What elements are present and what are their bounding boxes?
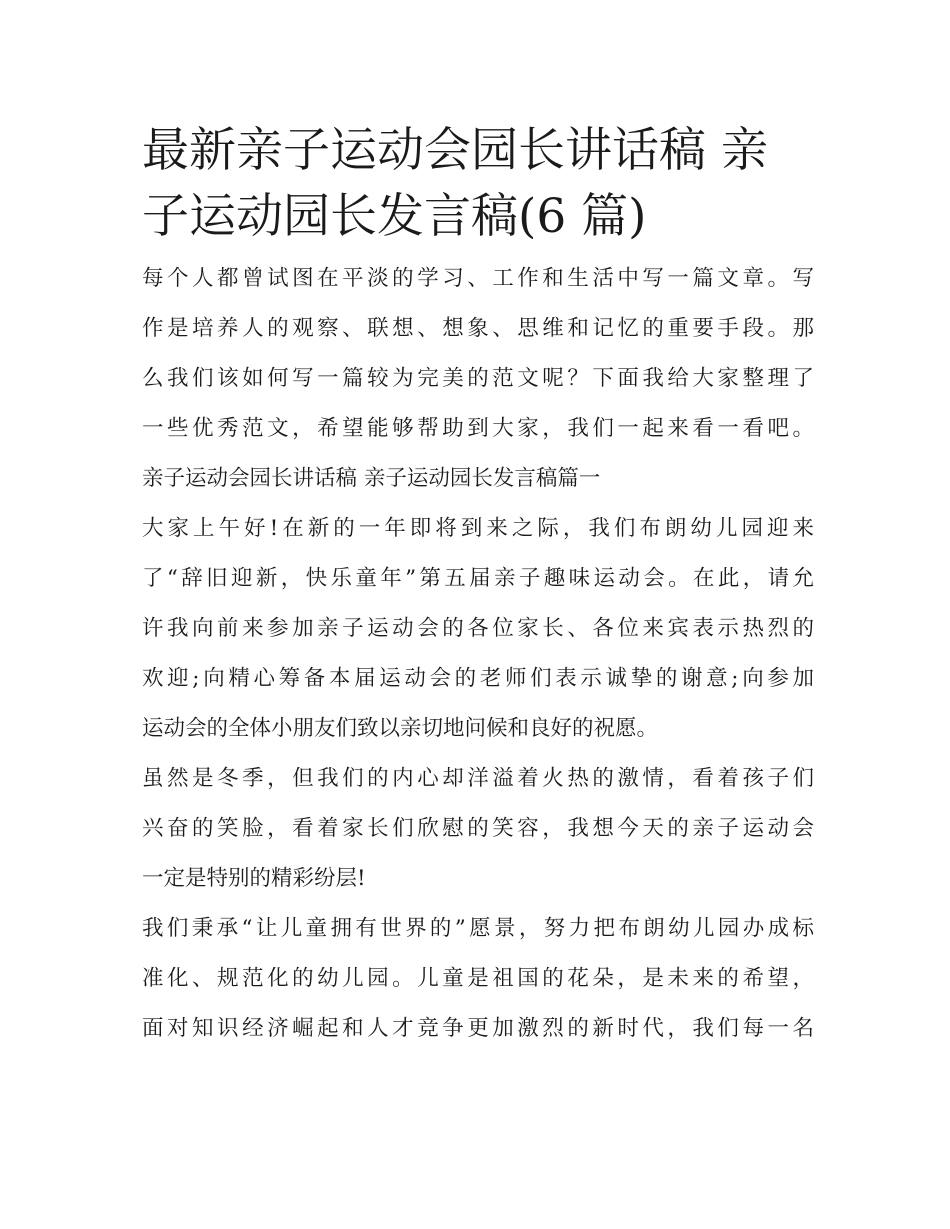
- title-line: 子运动园长发言稿(6 篇): [142, 189, 647, 244]
- text-line: 作是培养人的观察、联想、想象、思维和记忆的重要手段。那: [142, 316, 814, 341]
- text-line: 兴奋的笑脸，看着家长们欣慰的笑容，我想今天的亲子运动会: [142, 816, 814, 841]
- text-line: 准化、规范化的幼儿园。儿童是祖国的花朵，是未来的希望，: [142, 966, 814, 991]
- text-line: 许我向前来参加亲子运动会的各位家长、各位来宾表示热烈的: [142, 616, 814, 641]
- text-line: 大家上午好!在新的一年即将到来之际，我们布朗幼儿园迎来: [142, 516, 814, 541]
- text-line: 我们秉承“让儿童拥有世界的”愿景，努力把布朗幼儿园办成标: [142, 916, 814, 941]
- title-line: 最新亲子运动会园长讲话稿 亲: [142, 123, 768, 178]
- body-paragraph-2: [142, 754, 814, 904]
- section-heading-text: 亲子运动会园长讲话稿 亲子运动园长发言稿篇一: [142, 466, 601, 491]
- text-line: 么我们该如何写一篇较为完美的范文呢？下面我给大家整理了: [142, 366, 814, 391]
- section-heading: [142, 454, 814, 504]
- text-line: 运动会的全体小朋友们致以亲切地问候和良好的祝愿。: [142, 716, 659, 741]
- text-line: 一定是特别的精彩纷层!: [142, 866, 366, 891]
- document-title: [142, 118, 814, 250]
- text-line: 虽然是冬季，但我们的内心却洋溢着火热的激情，看着孩子们: [142, 766, 814, 791]
- text-line: 欢迎;向精心筹备本届运动会的老师们表示诚挚的谢意;向参加: [142, 666, 814, 691]
- document-page: [142, 118, 814, 1054]
- body-paragraph-1: [142, 504, 814, 754]
- text-line: 每个人都曾试图在平淡的学习、工作和生活中写一篇文章。写: [142, 266, 814, 291]
- body-paragraph-3: [142, 904, 814, 1054]
- text-line: 了“辞旧迎新，快乐童年”第五届亲子趣味运动会。在此，请允: [142, 566, 814, 591]
- text-line: 一些优秀范文，希望能够帮助到大家，我们一起来看一看吧。: [142, 416, 814, 441]
- text-line: 面对知识经济崛起和人才竞争更加激烈的新时代，我们每一名: [142, 1016, 814, 1041]
- intro-paragraph: [142, 254, 814, 454]
